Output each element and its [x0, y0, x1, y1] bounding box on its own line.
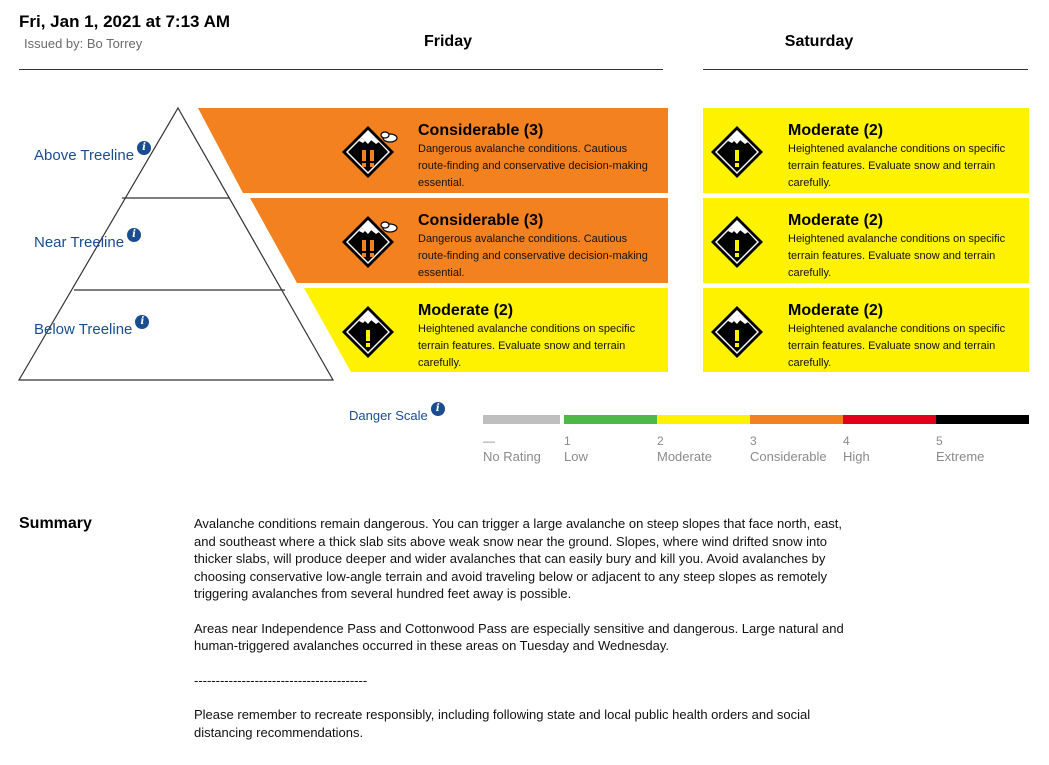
elevation-label: Below Treeline [34, 321, 133, 338]
danger-description: Heightened avalanche conditions on specific terrain features. Evaluate snow and terrain carefully. [418, 323, 636, 369]
scale-bar-no-rating [483, 415, 560, 424]
friday-above-treeline-band [198, 108, 668, 193]
summary-separator: ---------------------------------------- [194, 672, 368, 688]
elevation-above-treeline [34, 142, 151, 164]
info-icon[interactable]: i [127, 228, 141, 242]
summary-body [194, 515, 864, 758]
day-heading-saturday: Saturday [784, 33, 854, 50]
danger-description: Heightened avalanche conditions on specific terrain features. Evaluate snow and terrain carefully. [788, 143, 1006, 189]
danger-rating: Moderate (2) [788, 212, 884, 229]
elevation-below-treeline [34, 316, 149, 338]
scale-number: — [483, 434, 495, 448]
issued-by: Issued by: Bo Torrey [24, 36, 143, 51]
day-heading-friday: Friday [423, 33, 472, 50]
info-icon[interactable]: i [135, 315, 149, 329]
summary-paragraph: Areas near Independence Pass and Cottonwood Pass are especially sensitive and dangerous. Large natural and human-triggered avalanches occurred in these areas on Tuesday and Wednesday. [194, 620, 844, 653]
info-icon[interactable]: i [431, 402, 445, 416]
danger-description: Dangerous avalanche conditions. Cautious route-finding and conservative decision-making essential. [418, 143, 648, 189]
scale-bar-moderate [657, 415, 750, 424]
danger-rating: Moderate (2) [788, 302, 884, 319]
danger-description: Heightened avalanche conditions on specific terrain features. Evaluate snow and terrain carefully. [788, 323, 1006, 369]
danger-scale-link[interactable] [349, 403, 445, 423]
scale-number: 1 [564, 434, 571, 448]
considerable-danger-icon [340, 214, 400, 270]
moderate-danger-icon [709, 124, 769, 180]
elevation-label: Near Treeline [34, 234, 125, 251]
scale-name: Considerable [750, 449, 827, 464]
summary-paragraph: Avalanche conditions remain dangerous. You can trigger a large avalanche on steep slopes that face north, east, and southeast where a thick slab sits above weak snow near the ground. Slopes, where wind drifted snow into thicker slabs, will produce deeper and wider avalanches that can easily bury and kill you. Avoid avalanches by choosing conservative low-angle terrain and avoid traveling below or adjacent to any steep slopes as remotely triggering avalanches from several hundred feet away is possible. [194, 516, 843, 601]
scale-number: 3 [750, 434, 757, 448]
scale-name: Moderate [657, 449, 712, 464]
scale-bar-high [843, 415, 936, 424]
scale-bar-considerable [750, 415, 843, 424]
friday-divider [19, 69, 663, 70]
summary-heading: Summary [19, 515, 92, 532]
saturday-below-treeline-band [703, 288, 1029, 372]
elevation-near-treeline [34, 229, 141, 251]
scale-name: Low [564, 449, 588, 464]
summary-paragraph: Please remember to recreate responsibly, including following state and local public health orders and social distancing recommendations. [194, 707, 811, 740]
saturday-near-treeline-band [703, 198, 1029, 283]
scale-name: High [843, 449, 870, 464]
saturday-divider [703, 69, 1028, 70]
considerable-danger-icon [340, 124, 400, 180]
scale-number: 5 [936, 434, 943, 448]
friday-near-treeline-band [250, 198, 668, 283]
moderate-danger-icon [340, 304, 400, 360]
danger-description: Dangerous avalanche conditions. Cautious route-finding and conservative decision-making essential. [418, 233, 648, 279]
danger-rating: Moderate (2) [418, 302, 514, 319]
scale-name: Extreme [936, 449, 985, 464]
friday-below-treeline-band [304, 288, 668, 372]
elevation-label: Above Treeline [34, 147, 135, 164]
saturday-above-treeline-band [703, 108, 1029, 193]
info-icon[interactable]: i [137, 141, 151, 155]
danger-rating: Moderate (2) [788, 122, 884, 139]
scale-bar-low [564, 415, 657, 424]
scale-number: 4 [843, 434, 850, 448]
danger-rating: Considerable (3) [418, 212, 544, 229]
danger-rating: Considerable (3) [418, 122, 544, 139]
danger-description: Heightened avalanche conditions on specific terrain features. Evaluate snow and terrain carefully. [788, 233, 1006, 279]
danger-scale-label: Danger Scale [349, 408, 428, 423]
scale-name: No Rating [483, 449, 541, 464]
moderate-danger-icon [709, 304, 769, 360]
scale-bar-extreme [936, 415, 1029, 424]
scale-number: 2 [657, 434, 664, 448]
moderate-danger-icon [709, 214, 769, 270]
forecast-date: Fri, Jan 1, 2021 at 7:13 AM [19, 12, 231, 31]
